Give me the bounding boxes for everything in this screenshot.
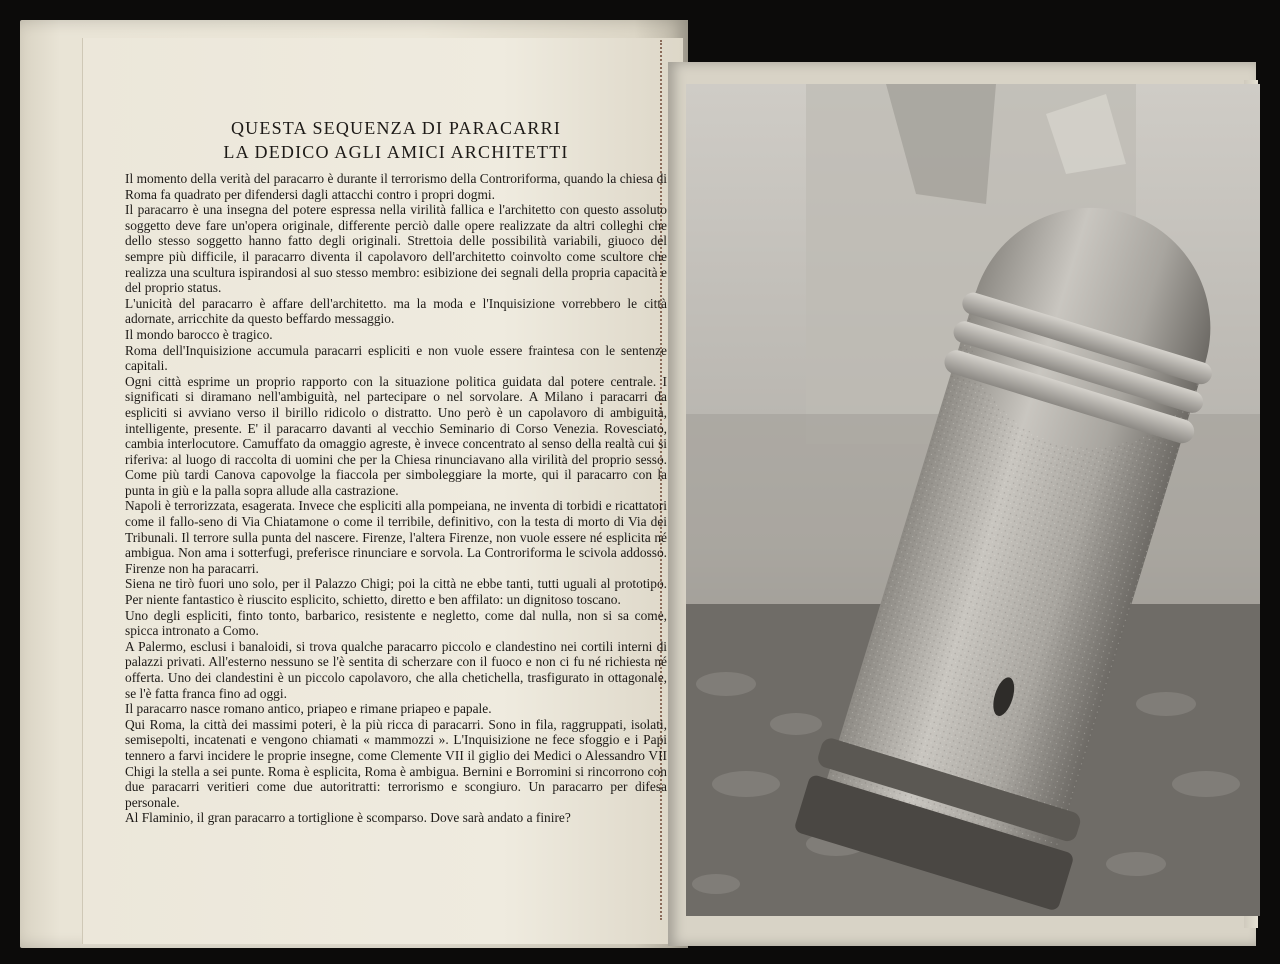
- paragraph: Napoli è terrorizzata, esagerata. Invece che espliciti alla pompeiana, ne inventa di torbidi e ricattatori come il fallo-seno di Via Chiatamone o come il terribile, definitivo, con la testa di morto di Via dei Tribunali. Il terrore sulla punta del nascere. Firenze, l'altera Firenze, non vuole essere né esplicita né ambigua. Non ama i sotterfugi, preferisce rinunciare e sorvola. La Controriforma le scivola addosso. Firenze non ha paracarri.: [125, 498, 667, 576]
- paragraph: Ogni città esprime un proprio rapporto con la situazione politica guidata dal potere centrale. I significati si diramano nell'ambiguità, nel partecipare o nel sorvolare. A Milano i paracarri da espliciti si avviano verso il birillo ridicolo o distratto. Uno però è un capolavoro di ambiguità, intelligente, presente. E' il paracarro davanti al vecchio Seminario di Corso Venezia. Rovesciato, cambia interlocutore. Camuffato da omaggio agreste, è invece concentrato al senso della realtà cui si riferiva: al luogo di raccolta di uomini che per la Chiesa rinunciavano alla virilità del proprio sesso. Come più tardi Canova capovolge la fiaccola per simboleggiare la morte, qui il paracarro con la punta in giù e la palla sopra allude alla castrazione.: [125, 373, 667, 498]
- paragraph: Uno degli espliciti, finto tonto, barbarico, resistente e negletto, come dal nulla, non si sa come, spicca intronato a Como.: [125, 607, 667, 639]
- title-line-2: LA DEDICO AGLI AMICI ARCHITETTI: [223, 142, 569, 162]
- bollard-photograph: [686, 84, 1260, 916]
- paragraph: Il paracarro nasce romano antico, priapeo e rimane priapeo e papale.: [125, 701, 492, 717]
- paragraph: Il mondo barocco è tragico.: [125, 326, 273, 342]
- paragraph: Il momento della verità del paracarro è durante il terrorismo della Controriforma, quando la chiesa di Roma fa quadrato per difendersi dagli attacchi contro i propri dogmi.: [125, 171, 667, 202]
- paragraph: Al Flaminio, il gran paracarro a tortiglione è scomparso. Dove sarà andato a finire?: [125, 810, 571, 826]
- paragraph: Roma dell'Inquisizione accumula paracarri espliciti e non vuole essere fraintesa con le sentenze capitali.: [125, 342, 667, 374]
- title-line-1: QUESTA SEQUENZA DI PARACARRI: [230, 118, 562, 138]
- paragraph: A Palermo, esclusi i banaloidi, si trova qualche paracarro piccolo e clandestino nei cortili interni di palazzi privati. All'esterno nessuno se l'è sentita di scherzare con il fuoco e non ci fu né richiesta né offerta. Uno dei clandestini è un piccolo capolavoro, che alla chetichella, trasfigurato in ottagonale, se l'è fatta franca fino ad oggi.: [125, 638, 667, 701]
- page-title: [125, 116, 667, 164]
- paragraph: L'unicità del paracarro è affare dell'architetto. ma la moda e l'Inquisizione vorrebbero le città adornate, arricchite da questo beffardo messaggio.: [125, 295, 667, 327]
- paragraph: Il paracarro è una insegna del potere espressa nella virilità fallica e l'architetto con questo assoluto soggetto deve fare un'opera originale, differente perciò dalle opere realizzate da altri colleghi che dello stesso soggetto hanno fatto degli originali. Strettoia delle possibilità variabili, giuoco del sempre più difficile, il paracarro diventa il capolavoro dell'architetto coinvolto come scultore che realizza una scultura ispirandosi al suo stesso membro: esibizione dei segnali della propria capacità e del proprio status.: [125, 202, 667, 296]
- essay-text: [125, 116, 667, 826]
- paragraph: Qui Roma, la città dei massimi poteri, è la più ricca di paracarri. Sono in fila, raggruppati, isolati, semisepolti, incatenati e vengono chiamati « mammozzi ». L'Inquisizione ne fece sfoggio e i Papi tennero a farvi incidere le proprie insegne, come Clemente VII il giglio dei Medici o Alessandro VII Chigi la stella a sei punte. Roma è esplicita, Roma è ambigua. Bernini e Borromini si rincorrono con due paracarri veritieri come due autoritratti: terrorismo e scongiuro. Un paracarro per difesa personale.: [125, 716, 667, 810]
- paragraph: Siena ne tirò fuori uno solo, per il Palazzo Chigi; poi la città ne ebbe tanti, tutti uguali al prototipo. Per niente fantastico è riuscito esplicito, schietto, diretto e ben affilato: un dignitoso toscano.: [125, 576, 667, 608]
